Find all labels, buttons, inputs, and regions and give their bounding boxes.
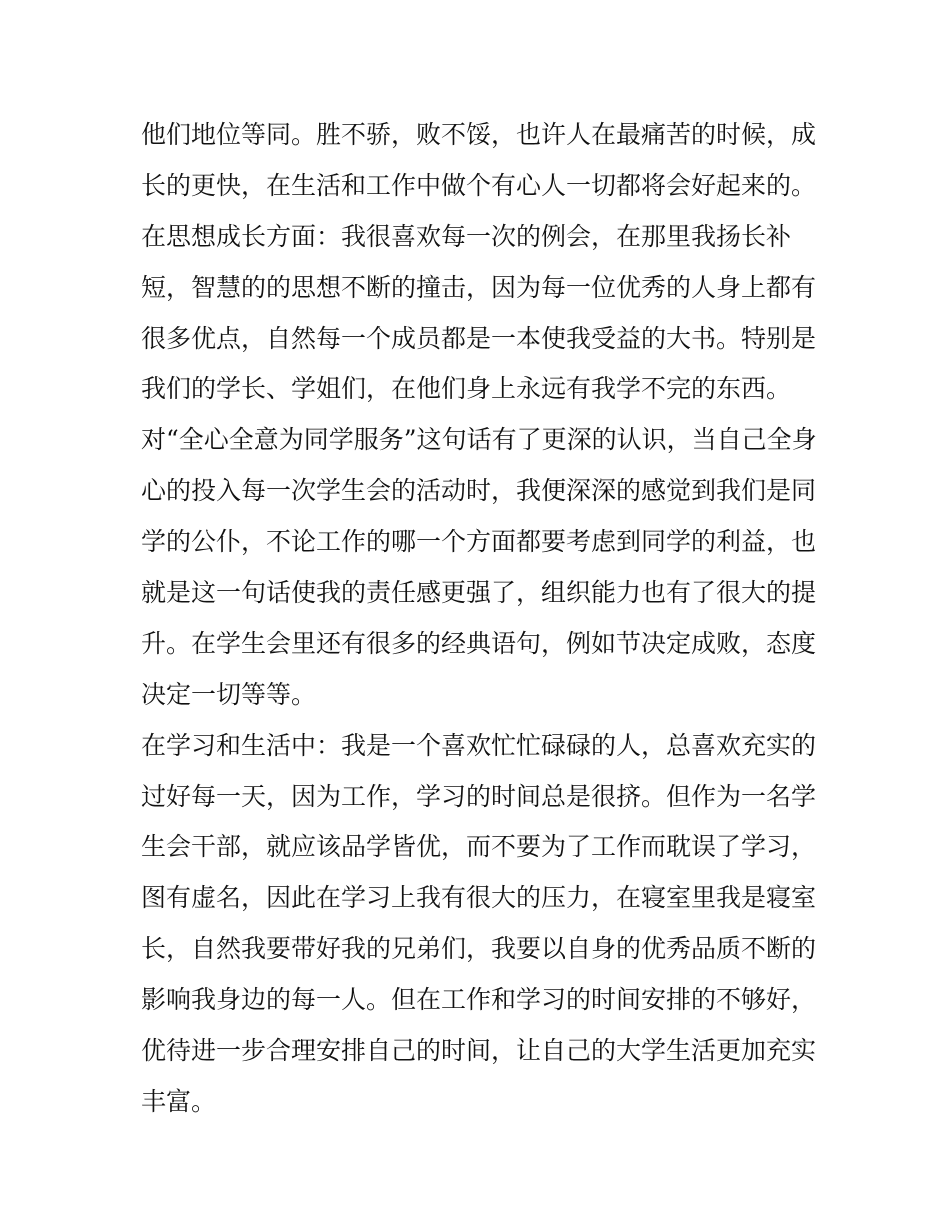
text-line: 生会干部，就应该品学皆优，而不要为了工作而耽误了学习， [141, 832, 817, 862]
text-line: 我们的学长、学姐们，在他们身上永远有我学不完的东西。 [141, 374, 792, 404]
text-line: 学的公仆，不论工作的哪一个方面都要考虑到同学的利益，也 [141, 527, 817, 557]
text-line: 影响我身边的每一人。但在工作和学习的时间安排的不够好， [141, 985, 817, 1015]
text-line: 短，智慧的的思想不断的撞击，因为每一位优秀的人身上都有 [141, 272, 817, 302]
text-line: 心的投入每一次学生会的活动时，我便深深的感觉到我们是同 [141, 476, 817, 506]
text-line: 对“全心全意为同学服务”这句话有了更深的认识，当自己全身 [141, 425, 817, 455]
text-line: 过好每一天，因为工作，学习的时间总是很挤。但作为一名学 [141, 781, 817, 811]
text-line: 优待进一步合理安排自己的时间，让自己的大学生活更加充实 [141, 1036, 817, 1066]
text-line: 图有虚名，因此在学习上我有很大的压力，在寝室里我是寝室 [141, 883, 817, 913]
text-line: 长，自然我要带好我的兄弟们，我要以自身的优秀品质不断的 [141, 934, 817, 964]
text-line: 就是这一句话使我的责任感更强了，组织能力也有了很大的提 [141, 578, 817, 608]
text-line: 长的更快，在生活和工作中做个有心人一切都将会好起来的。 [141, 170, 817, 200]
document-body [141, 110, 821, 1128]
text-line: 升。在学生会里还有很多的经典语句，例如节决定成败，态度 [141, 628, 817, 658]
text-line: 很多优点，自然每一个成员都是一本使我受益的大书。特别是 [141, 323, 817, 353]
text-line: 他们地位等同。胜不骄，败不馁，也许人在最痛苦的时候，成 [141, 120, 817, 149]
text-line: 在思想成长方面：我很喜欢每一次的例会，在那里我扬长补 [141, 221, 792, 251]
text-line: 决定一切等等。 [141, 679, 317, 709]
text-line: 丰富。 [141, 1086, 217, 1116]
text-line: 在学习和生活中：我是一个喜欢忙忙碌碌的人，总喜欢充实的 [141, 730, 817, 760]
